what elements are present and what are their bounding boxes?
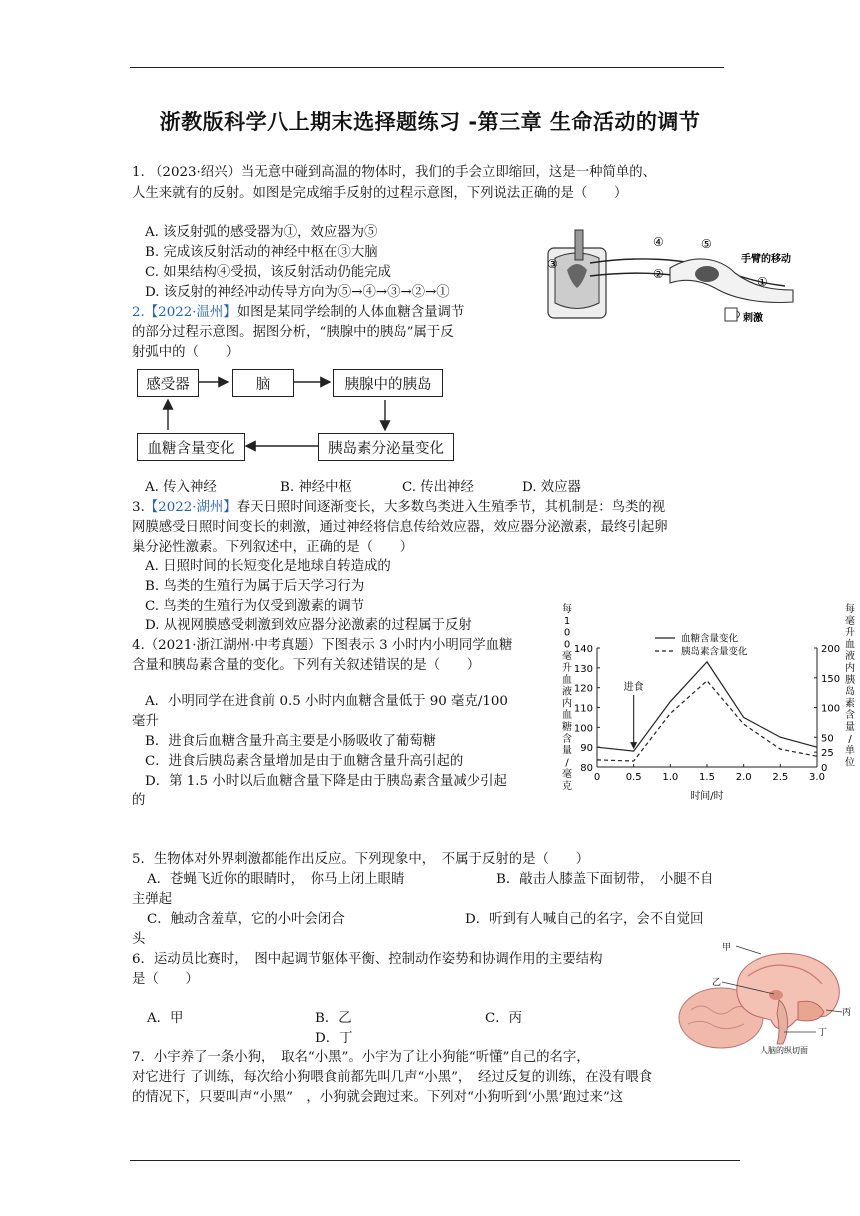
y-right-tick-label: 150 xyxy=(821,673,841,685)
footer-rule xyxy=(130,1160,740,1161)
biceps-muscle xyxy=(695,266,719,282)
series-line-1 xyxy=(597,662,817,751)
y-left-axis-label: 糖 xyxy=(562,722,572,733)
y-right-axis-label: 升 xyxy=(845,627,855,639)
q2-stem-text: 如图是某同学绘制的人体血糖含量调节 xyxy=(236,305,465,320)
q6-option-b: B．乙 xyxy=(315,1011,352,1026)
q2-stem-line2: 的部分过程示意图。据图分析，“胰腺中的胰岛”属于反 xyxy=(132,325,454,340)
x-tick-label: 3.0 xyxy=(809,772,825,783)
q1-option-c: C. 如果结构④受损，该反射活动仍能完成 xyxy=(145,265,391,280)
y-left-axis-label: 毫 xyxy=(562,651,572,663)
q1-option-d: D. 该反射的神经冲动传导方向为⑤→④→③→②→① xyxy=(145,285,450,300)
q2-option-d: D. 效应器 xyxy=(522,480,581,495)
label-jia: 甲 xyxy=(722,943,732,953)
q3-option-d: D. 从视网膜感受刺激到效应器分泌激素的过程属于反射 xyxy=(145,618,472,633)
q4-option-a-line2: 毫升 xyxy=(132,714,159,729)
q3-source: 【2022·湖州】 xyxy=(144,500,237,515)
y-right-tick-label: 50 xyxy=(821,733,834,745)
q7-stem-line1: 7．小宇养了一条小狗， 取名“小黑”。小宇为了让小狗能“听懂”自己的名字， xyxy=(132,1050,590,1065)
q5-option-b-cont: 主弹起 xyxy=(132,892,173,907)
arm-shape xyxy=(670,259,793,303)
q2-stem-line3: 射弧中的（ ） xyxy=(132,345,240,360)
y-right-tick-label: 100 xyxy=(821,703,841,715)
y-right-axis-label: 位 xyxy=(845,757,855,769)
x-tick-label: 1.5 xyxy=(699,772,715,783)
fig-label-1: ① xyxy=(757,275,768,289)
q1-reflex-arc-figure xyxy=(545,228,810,328)
x-tick-label: 2.0 xyxy=(735,772,752,783)
box-receptor: 感受器 xyxy=(137,369,199,397)
figure-caption: 人脑的纵切面 xyxy=(760,1046,808,1055)
q4-blood-glucose-chart xyxy=(555,600,860,805)
q2-option-a: A. 传入神经 xyxy=(145,480,217,495)
q1-option-a: A. 该反射弧的感受器为①，效应器为⑤ xyxy=(145,225,378,240)
q2-source: 【2022·温州】 xyxy=(144,305,237,320)
y-left-tick-label: 130 xyxy=(573,663,593,675)
y-right-axis-label: 内 xyxy=(845,663,855,674)
q3-stem-line3: 巢分泌性激素。下列叙述中，正确的是（ ） xyxy=(132,540,414,555)
box-brain: 脑 xyxy=(232,369,294,397)
label-ding: 丁 xyxy=(818,1028,828,1038)
fig-label-3: ③ xyxy=(547,257,558,271)
q5-option-d-cont: 头 xyxy=(132,932,146,947)
q6-option-a: A．甲 xyxy=(147,1011,184,1026)
q1-option-b: B. 完成该反射活动的神经中枢在③大脑 xyxy=(145,245,378,260)
y-right-axis-label: 胰 xyxy=(845,674,855,686)
q6-option-c: C．丙 xyxy=(485,1011,523,1026)
y-right-axis-label: 量 xyxy=(845,722,855,733)
box-insulin-change: 胰岛素分泌量变化 xyxy=(318,433,454,461)
q4-option-c: C．进食后胰岛素含量增加是由于血糖含量升高引起的 xyxy=(145,754,464,769)
legend-label-2: 胰岛素含量变化 xyxy=(681,646,748,658)
mug-icon xyxy=(725,308,740,321)
y-right-axis-label: 每 xyxy=(845,604,855,615)
y-left-tick-label: 120 xyxy=(573,683,593,695)
label-yi: 乙 xyxy=(712,978,722,988)
q5-stem: 5．生物体对外界刺激都能作出反应。下列现象中， 不属于反射的是（ ） xyxy=(132,852,590,867)
q3-stem-text: 春天日照时间逐渐变长，大多数鸟类进入生殖季节，其机制是：鸟类的视 xyxy=(236,500,666,515)
y-left-axis-label: 克 xyxy=(562,781,572,792)
y-right-tick-label: 200 xyxy=(821,644,841,655)
x-axis-label: 时间/时 xyxy=(690,791,724,802)
box-glucose-change: 血糖含量变化 xyxy=(137,433,245,461)
fig-label-2: ② xyxy=(653,267,664,281)
y-left-axis-label: 0 xyxy=(563,627,571,639)
y-left-axis-label: 内 xyxy=(562,698,572,710)
y-left-axis-label: 液 xyxy=(562,686,572,698)
q4-option-b: B．进食后血糖含量升高主要是小肠吸收了葡萄糖 xyxy=(145,734,437,749)
q3-stem-line2: 网膜感受日照时间变长的刺激，通过神经将信息传给效应器，效应器分泌激素，最终引起卵 xyxy=(132,520,668,535)
q3-option-b: B. 鸟类的生殖行为属于后天学习行为 xyxy=(145,579,365,594)
q5-option-d: D．听到有人喊自己的名字，会不自觉回 xyxy=(465,912,704,927)
y-left-tick-label: 100 xyxy=(573,723,593,735)
q5-option-b: B．敲击人膝盖下面韧带， 小腿不自 xyxy=(496,872,714,887)
y-left-axis-label: 量 xyxy=(562,745,572,757)
y-left-axis-label: 含 xyxy=(562,733,572,745)
q2-number: 2. xyxy=(132,305,145,320)
q7-stem-line3: 的情况下，只要叫声“小黑” ，小狗就会跑过来。下列对“小狗听到‘小黑’跑过来”这 xyxy=(132,1090,624,1105)
header-rule xyxy=(130,67,724,68)
y-right-axis-label: 含 xyxy=(845,710,855,722)
fig-label-4: ④ xyxy=(653,235,664,249)
q4-stem-line2: 含量和胰岛素含量的变化。下列有关叙述错误的是（ ） xyxy=(132,658,481,673)
q7-stem-line2: 对它进行 了训练，每次给小狗喂食前都先叫几声“小黑”， 经过反复的训练，在没有喂食 xyxy=(132,1070,653,1085)
x-tick-label: 0.5 xyxy=(625,772,642,783)
q5-option-a: A．苍蝇飞近你的眼睛时， 你马上闭上眼睛 xyxy=(147,872,405,887)
q1-stem-line1: 1. （2023·绍兴）当无意中碰到高温的物体时，我们的手会立即缩回，这是一种简单的、 xyxy=(132,165,657,180)
q4-option-d-line2: 的 xyxy=(132,793,146,808)
q3-stem-line1 xyxy=(132,498,665,517)
y-left-tick-label: 80 xyxy=(580,763,593,774)
y-left-tick-label: 140 xyxy=(573,644,593,655)
q4-option-d-line1: D．第 1.5 小时以后血糖含量下降是由于胰岛素含量减少引起 xyxy=(145,774,507,789)
y-left-axis-label: / xyxy=(565,757,569,769)
q3-option-c: C. 鸟类的生殖行为仅受到激素的调节 xyxy=(145,599,365,614)
y-left-axis-label: 0 xyxy=(563,639,571,651)
y-right-axis-label: 单 xyxy=(845,745,855,757)
x-tick-label: 1.0 xyxy=(662,772,679,783)
fig-label-arm-movement: 手臂的移动 xyxy=(741,254,791,265)
q6-stem-line1: 6．运动员比赛时， 图中起调节躯体平衡、控制动作姿势和协调作用的主要结构 xyxy=(132,952,603,967)
y-right-tick-label: 25 xyxy=(821,748,834,760)
y-right-axis-label: 素 xyxy=(845,698,855,710)
spinal-cord-section xyxy=(548,230,606,318)
q4-stem-line1: 4.（2021·浙江湖州·中考真题）下图表示 3 小时内小明同学血糖 xyxy=(132,638,513,653)
q6-brain-figure xyxy=(676,940,851,1060)
y-left-axis-label: 毫 xyxy=(562,769,572,781)
y-right-tick-label: 0 xyxy=(821,763,828,774)
q4-option-a-line1: A．小明同学在进食前 0.5 小时内血糖含量低于 90 毫克/100 xyxy=(145,694,508,709)
label-bing: 丙 xyxy=(842,1008,851,1018)
q2-option-b: B. 神经中枢 xyxy=(280,480,352,495)
fig-label-5: ⑤ xyxy=(701,237,712,251)
fig-label-stimulus: 刺激 xyxy=(743,313,763,324)
q6-option-d: D．丁 xyxy=(315,1031,353,1046)
box-pancreatic-islet: 胰腺中的胰岛 xyxy=(333,369,443,397)
y-left-axis-label: 升 xyxy=(562,663,572,674)
y-left-axis-label: 血 xyxy=(562,710,572,722)
q3-option-a: A. 日照时间的长短变化是地球自转造成的 xyxy=(145,559,391,574)
y-right-axis-label: / xyxy=(848,733,852,745)
x-tick-label: 2.5 xyxy=(772,772,789,783)
y-left-axis-label: 1 xyxy=(563,615,571,627)
q2-option-c: C. 传出神经 xyxy=(402,480,474,495)
y-right-axis-label: 液 xyxy=(845,651,855,663)
y-left-axis-label: 血 xyxy=(562,674,572,686)
q1-stem-line2: 人生来就有的反射。如图是完成缩手反射的过程示意图，下列说法正确的是（ ） xyxy=(132,186,628,201)
y-right-axis-label: 岛 xyxy=(845,686,855,698)
x-tick-label: 0 xyxy=(593,772,601,783)
y-left-tick-label: 110 xyxy=(573,703,593,715)
y-left-axis-label: 每 xyxy=(562,604,572,615)
annotation-eating: 进食 xyxy=(623,682,644,693)
legend-label-1: 血糖含量变化 xyxy=(681,633,739,645)
y-left-tick-label: 90 xyxy=(580,743,593,755)
q6-stem-line2: 是（ ） xyxy=(132,972,199,987)
q2-stem-line1 xyxy=(132,303,464,322)
q3-number: 3. xyxy=(132,500,145,515)
q5-option-c: C．触动含羞草，它的小叶会闭合 xyxy=(147,912,345,927)
page-title: 浙教版科学八上期末选择题练习 -第三章 生命活动的调节 xyxy=(159,110,701,134)
y-right-axis-label: 毫 xyxy=(845,615,855,627)
y-right-axis-label: 血 xyxy=(845,639,855,651)
